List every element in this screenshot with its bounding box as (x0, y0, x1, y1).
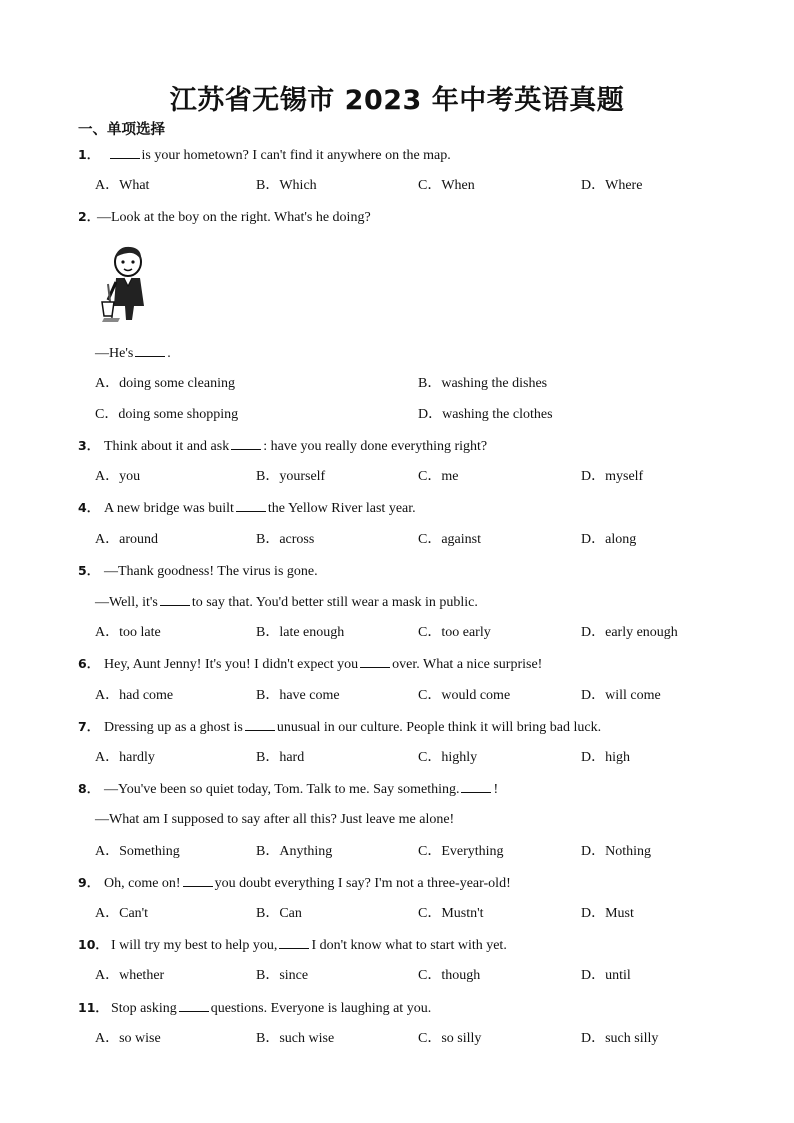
option-d: D．high (581, 750, 630, 765)
option-d: D．washing the clothes (418, 407, 553, 422)
answer-blank (236, 499, 266, 512)
question-3 (78, 437, 487, 456)
option-b: B．Anything (256, 844, 333, 859)
answer-blank (245, 718, 275, 731)
question-10 (78, 936, 507, 955)
option-a: A．Can't (95, 906, 149, 921)
option-b: B．have come (256, 688, 340, 703)
question-text: ! (493, 782, 499, 797)
question-11 (78, 999, 431, 1018)
answer-blank (135, 344, 165, 357)
option-d: D．until (581, 968, 631, 983)
option-b: B．across (256, 532, 315, 547)
option-c: C．When (418, 178, 475, 193)
option-c: C．doing some shopping (95, 407, 239, 422)
option-b: B．since (256, 968, 309, 983)
question-number: 4． (78, 500, 100, 515)
question-number: 5． (78, 563, 100, 578)
option-d: D．early enough (581, 625, 678, 640)
option-d: D．will come (581, 688, 661, 703)
option-b: B．such wise (256, 1031, 335, 1046)
question-text: Stop asking (111, 1001, 177, 1016)
option-d: D．such silly (581, 1031, 659, 1046)
question-7 (78, 718, 601, 737)
option-c: C．though (418, 968, 481, 983)
answer-blank (110, 146, 140, 159)
question-6 (78, 655, 542, 674)
answer-blank (279, 936, 309, 949)
option-c: C．me (418, 469, 459, 484)
option-a: A．you (95, 469, 141, 484)
question-text: —Thank goodness! The virus is gone. (104, 564, 318, 579)
option-a: A．had come (95, 688, 174, 703)
question-text: is your hometown? I can't find it anywhere on the map. (141, 148, 451, 163)
question-text: Hey, Aunt Jenny! It's you! I didn't expect you (104, 657, 359, 672)
option-d: D．Where (581, 178, 643, 193)
option-b: B．hard (256, 750, 305, 765)
question-number: 2． (78, 209, 100, 224)
question-text: : have you really done everything right? (263, 439, 488, 454)
question-number: 7． (78, 719, 100, 734)
option-a: A．What (95, 178, 150, 193)
question-number: 6． (78, 656, 100, 671)
question-number: 3． (78, 438, 100, 453)
option-c: C．Everything (418, 844, 504, 859)
option-b: B．late enough (256, 625, 345, 640)
option-c: C．Mustn't (418, 906, 484, 921)
question-text: Think about it and ask (104, 439, 230, 454)
option-d: D．Nothing (581, 844, 651, 859)
question-text: I don't know what to start with yet. (311, 938, 507, 953)
question-text: questions. Everyone is laughing at you. (210, 1001, 432, 1016)
option-b: B．Can (256, 906, 302, 921)
answer-blank (231, 437, 261, 450)
question-8-line-2: —What am I supposed to say after all this? Just leave me alone! (95, 812, 455, 827)
option-a: A．too late (95, 625, 161, 640)
question-text: unusual in our culture. People think it will bring bad luck. (276, 720, 602, 735)
question-5-line-2 (95, 593, 478, 612)
option-c: C．so silly (418, 1031, 482, 1046)
question-text: —Look at the boy on the right. What's he doing? (97, 210, 371, 225)
option-c: C．would come (418, 688, 511, 703)
option-a: A．so wise (95, 1031, 161, 1046)
question-text: . (167, 346, 171, 361)
answer-blank (160, 593, 190, 606)
answer-blank (183, 874, 213, 887)
option-c: C．against (418, 532, 481, 547)
question-1 (78, 146, 451, 165)
question-text: —He's (95, 346, 134, 361)
question-2-answer-line (95, 344, 171, 363)
option-a: A．hardly (95, 750, 155, 765)
section-title: 一、单项选择 (78, 122, 165, 138)
question-text: to say that. You'd better still wear a mask in public. (191, 595, 478, 610)
option-d: D．along (581, 532, 637, 547)
question-number: 1． (78, 147, 100, 162)
answer-blank (461, 780, 491, 793)
question-text: —Well, it's (95, 595, 158, 610)
question-4 (78, 499, 416, 518)
question-text: over. What a nice surprise! (392, 657, 543, 672)
option-d: D．myself (581, 469, 644, 484)
question-number: 9． (78, 875, 100, 890)
boy-mopping-figure (98, 244, 154, 322)
option-a: A．doing some cleaning (95, 376, 235, 391)
option-a: A．around (95, 532, 158, 547)
option-a: A．whether (95, 968, 165, 983)
question-text: you doubt everything I say? I'm not a three-year-old! (214, 876, 511, 891)
question-8 (78, 780, 498, 799)
question-text: I will try my best to help you, (111, 938, 278, 953)
option-b: B．washing the dishes (418, 376, 548, 391)
question-text: —You've been so quiet today, Tom. Talk to me. Say something. (104, 782, 460, 797)
answer-blank (179, 999, 209, 1012)
page-title: 江苏省无锡市 2023 年中考英语真题 (169, 85, 625, 116)
option-b: B．yourself (256, 469, 326, 484)
question-5 (78, 562, 318, 581)
option-d: D．Must (581, 906, 634, 921)
question-number: 11． (78, 1000, 108, 1015)
question-number: 10． (78, 937, 108, 952)
option-b: B．Which (256, 178, 317, 193)
answer-blank (360, 655, 390, 668)
option-c: C．highly (418, 750, 478, 765)
option-c: C．too early (418, 625, 491, 640)
question-2 (78, 208, 371, 227)
question-text: Oh, come on! (104, 876, 181, 891)
question-text: A new bridge was built (104, 501, 234, 516)
question-text: Dressing up as a ghost is (104, 720, 243, 735)
question-9 (78, 874, 511, 893)
option-a: A．Something (95, 844, 180, 859)
question-text: the Yellow River last year. (267, 501, 416, 516)
question-number: 8． (78, 781, 100, 796)
